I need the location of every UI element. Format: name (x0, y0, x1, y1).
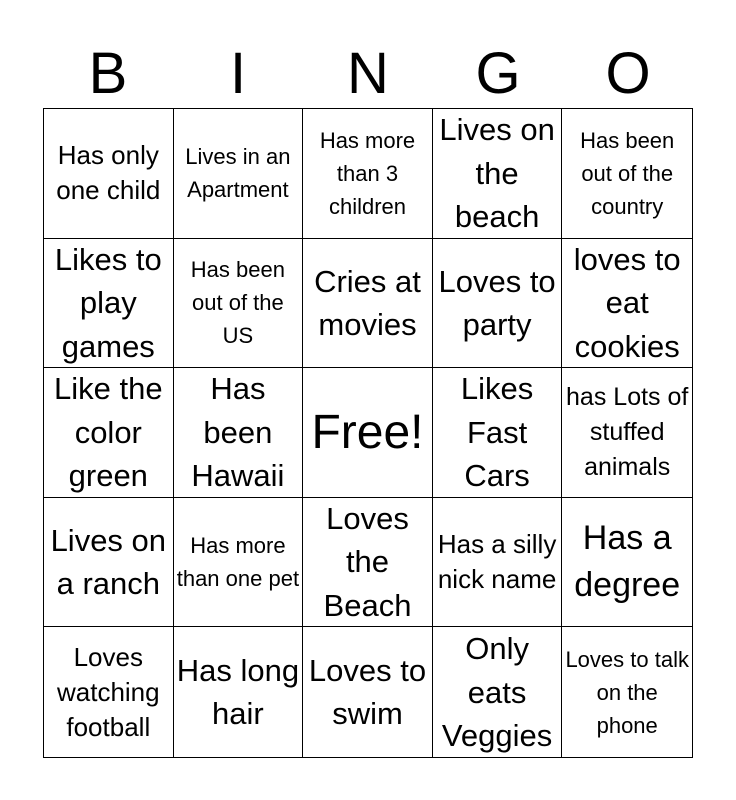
cell-label: Has been out of the US (190, 257, 285, 349)
cell-label: Likes Fast Cars (460, 371, 534, 494)
bingo-cell-r1-c4[interactable] (433, 109, 563, 239)
header-letter-b: B (88, 41, 128, 106)
bingo-cell-r2-c3[interactable] (303, 239, 433, 369)
bingo-cell-r3-c2[interactable] (174, 368, 304, 498)
bingo-cell-r2-c4[interactable] (433, 239, 563, 369)
bingo-cell-r1-c1[interactable] (44, 109, 174, 239)
bingo-card-grid (43, 108, 693, 758)
cell-label: Has long hair (176, 652, 300, 732)
bingo-cell-r1-c5[interactable] (562, 109, 692, 239)
cell-label: Only eats Veggies (441, 631, 553, 753)
bingo-cell-r3-c1[interactable] (44, 368, 174, 498)
bingo-cell-r3-c4[interactable] (433, 368, 563, 498)
bingo-cell-r4-c3[interactable] (303, 498, 433, 628)
cell-label: Loves to talk on the phone (565, 646, 689, 738)
bingo-cell-r1-c2[interactable] (174, 109, 304, 239)
cell-label: Loves the Beach (323, 501, 412, 623)
header-letter-o: O (605, 41, 651, 106)
cell-label: Lives on the beach (439, 112, 555, 234)
cell-label: Cries at movies (314, 263, 421, 342)
cell-label: has Lots of stuffed animals (566, 382, 689, 481)
cell-label: Lives in an Apartment (185, 144, 291, 203)
bingo-cell-r5-c5[interactable] (562, 627, 692, 757)
cell-label: Has been Hawaii (191, 371, 285, 494)
cell-label: loves to eat cookies (573, 241, 681, 364)
bingo-cell-r5-c1[interactable] (44, 627, 174, 757)
bingo-cell-r2-c5[interactable] (562, 239, 692, 369)
bingo-cell-r2-c2[interactable] (174, 239, 304, 369)
header-letter-n: N (347, 41, 389, 106)
bingo-header (43, 40, 693, 108)
cell-label: Likes to play games (54, 241, 162, 364)
header-letter-g: G (475, 41, 521, 106)
bingo-cell-r4-c4[interactable] (433, 498, 563, 628)
bingo-cell-r2-c1[interactable] (44, 239, 174, 369)
cell-label: Lives on a ranch (50, 522, 167, 602)
cell-label: Has a degree (574, 518, 681, 605)
cell-label: Has more than one pet (176, 533, 300, 592)
bingo-cell-r1-c3[interactable] (303, 109, 433, 239)
header-letter-i: I (229, 41, 247, 106)
cell-label: Loves watching football (56, 641, 160, 742)
cell-label: Has a silly nick name (437, 529, 557, 595)
cell-label: Has been out of the country (580, 127, 675, 219)
cell-label: Has more than 3 children (319, 127, 416, 219)
bingo-cell-r4-c1[interactable] (44, 498, 174, 628)
cell-label: Loves to party (438, 263, 556, 342)
bingo-cell-r3-c5[interactable] (562, 368, 692, 498)
cell-label: Has only one child (56, 140, 161, 206)
bingo-cell-r5-c4[interactable] (433, 627, 563, 757)
bingo-cell-r5-c2[interactable] (174, 627, 304, 757)
bingo-cell-r5-c3[interactable] (303, 627, 433, 757)
bingo-cell-r4-c2[interactable] (174, 498, 304, 628)
free-space-label: Free! (311, 405, 424, 459)
bingo-cell-r4-c5[interactable] (562, 498, 692, 628)
bingo-cell-free[interactable] (303, 368, 433, 498)
cell-label: Like the color green (54, 371, 163, 494)
cell-label: Loves to swim (308, 652, 427, 732)
